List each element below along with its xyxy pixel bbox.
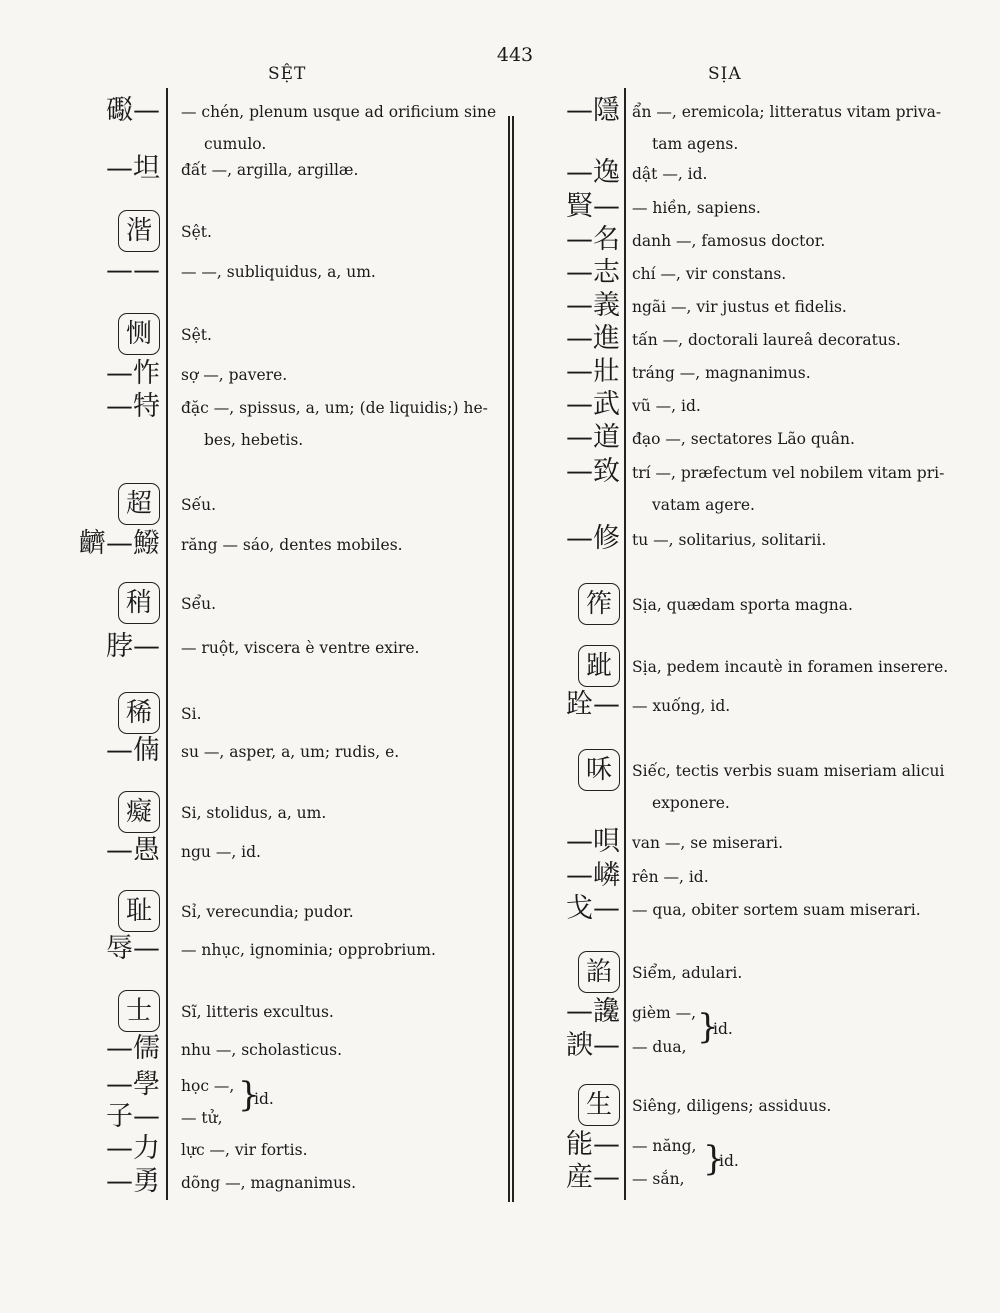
right-entry-headword <box>578 583 620 625</box>
right-entry-definition: Sịa, pedem incautè in foramen inserere. <box>632 658 949 676</box>
right-entry-definition: ẩn —, eremicola; litteratus vitam priva- <box>632 103 942 121</box>
right-entry-definition-continuation: exponere. <box>652 794 730 812</box>
left-entry-definition: Sỉ, verecundia; pudor. <box>181 903 354 921</box>
left-entry-headword: —愚 <box>106 835 160 866</box>
left-entry-boxed-character: 士 <box>118 990 160 1032</box>
left-entry-headword: —怍 <box>106 358 160 389</box>
left-entry-headword <box>118 582 160 624</box>
left-entry-headword <box>118 791 160 833</box>
left-entry-definition: đặc —, spissus, a, um; (de liquidis;) he- <box>181 399 488 417</box>
right-entry-headword: —志 <box>566 257 620 288</box>
left-entry-definition: Sệt. <box>181 223 212 241</box>
left-entry-headword <box>118 692 160 734</box>
right-entry-definition: Sịa, quædam sporta magna. <box>632 596 853 614</box>
right-entry-definition: — năng, <box>632 1137 697 1155</box>
left-entry-headword <box>118 210 160 252</box>
page-number: 443 <box>496 44 534 66</box>
center-rule-a <box>508 116 510 1202</box>
left-entry-definition: — tử, <box>181 1109 223 1127</box>
right-entry-definition: vũ —, id. <box>632 397 701 415</box>
right-entry-headword: —義 <box>566 290 620 321</box>
right-entry-headword: 戈— <box>566 893 620 924</box>
left-entry-definition: Si, stolidus, a, um. <box>181 804 327 822</box>
right-entry-definition-continuation: tam agens. <box>652 135 739 153</box>
left-entry-headword: —學 <box>106 1069 160 1100</box>
right-entry-definition: Siếc, tectis verbis suam miseriam alicui <box>632 762 945 780</box>
left-entry-headword <box>118 313 160 355</box>
left-entry-headword: —力 <box>106 1133 160 1164</box>
left-entry-definition: Si. <box>181 705 202 723</box>
left-entry-boxed-character: 恻 <box>118 313 160 355</box>
right-brace-2-id: id. <box>719 1152 739 1170</box>
left-entry-headword: —勇 <box>106 1166 160 1197</box>
left-entry-headword <box>118 890 160 932</box>
left-entry-definition: lực —, vir fortis. <box>181 1141 308 1159</box>
right-brace-2: } <box>703 1139 725 1179</box>
right-entry-headword: 賢— <box>566 191 620 222</box>
left-entry-definition: học —, <box>181 1077 235 1095</box>
left-entry-definition: ngu —, id. <box>181 843 261 861</box>
left-entry-definition: nhu —, scholasticus. <box>181 1041 343 1059</box>
left-entry-definition: — ruột, viscera è ventre exire. <box>181 639 420 657</box>
right-entry-definition: đạo —, sectatores Lão quân. <box>632 430 855 448</box>
right-entry-headword: —道 <box>566 422 620 453</box>
left-brace-id: id. <box>254 1090 274 1108</box>
right-entry-boxed-character: 咊 <box>578 749 620 791</box>
right-entry-headword <box>578 951 620 993</box>
right-entry-headword: —讒 <box>566 996 620 1027</box>
right-entry-definition: — xuống, id. <box>632 697 731 715</box>
left-entry-headword: 子— <box>106 1101 160 1132</box>
left-entry-headword: —特 <box>106 391 160 422</box>
left-entry-headword: —㑲 <box>106 735 160 766</box>
left-entry-headword: 脖— <box>106 631 160 662</box>
left-entry-boxed-character: 癡 <box>118 791 160 833</box>
right-entry-definition: chí —, vir constans. <box>632 265 787 283</box>
right-entry-definition: tấn —, doctorali laureâ decoratus. <box>632 331 901 349</box>
left-entry-definition: Sệt. <box>181 326 212 344</box>
right-entry-headword: —進 <box>566 323 620 354</box>
left-entry-boxed-character: 湝 <box>118 210 160 252</box>
right-entry-headword: —隱 <box>566 95 620 126</box>
right-entry-headword: 産— <box>566 1162 620 1193</box>
header-left: SỆT <box>268 64 307 84</box>
right-entry-definition: van —, se miserari. <box>632 834 784 852</box>
right-entry-definition: rên —, id. <box>632 868 709 886</box>
right-column-rule <box>624 88 626 1200</box>
left-entry-definition: Sểu. <box>181 595 217 613</box>
right-brace-1: } <box>697 1007 719 1047</box>
left-entry-headword <box>118 990 160 1032</box>
left-entry-definition-continuation: cumulo. <box>204 135 267 153</box>
left-entry-boxed-character: 稀 <box>118 692 160 734</box>
left-entry-headword: 䶩—鱍 <box>79 528 160 559</box>
right-entry-definition: gièm —, <box>632 1004 697 1022</box>
right-entry-headword: 跧— <box>566 689 620 720</box>
right-entry-definition: — sắn, <box>632 1170 685 1188</box>
left-entry-boxed-character: 耻 <box>118 890 160 932</box>
center-rule-b <box>512 116 514 1202</box>
right-entry-definition: Siểm, adulari. <box>632 964 743 982</box>
right-entry-headword: 諛— <box>566 1030 620 1061</box>
right-entry-headword <box>578 749 620 791</box>
left-entry-definition: dõng —, magnanimus. <box>181 1174 357 1192</box>
right-entry-definition: tu —, solitarius, solitarii. <box>632 531 827 549</box>
left-entry-definition: — chén, plenum usque ad orificium sine <box>181 103 497 121</box>
right-brace-1-id: id. <box>713 1020 733 1038</box>
left-entry-headword <box>118 483 160 525</box>
left-entry-boxed-character: 稍 <box>118 582 160 624</box>
left-brace: } <box>238 1075 260 1115</box>
right-entry-headword: —名 <box>566 224 620 255</box>
left-entry-definition: răng — sáo, dentes mobiles. <box>181 536 403 554</box>
left-entry-headword: —儒 <box>106 1033 160 1064</box>
left-entry-headword: —坦 <box>106 153 160 184</box>
left-entry-definition: sợ —, pavere. <box>181 366 288 384</box>
right-entry-headword: —致 <box>566 456 620 487</box>
right-entry-definition: trí —, præfectum vel nobilem vitam pri- <box>632 464 945 482</box>
left-entry-boxed-character: 超 <box>118 483 160 525</box>
left-entry-definition: đất —, argilla, argillæ. <box>181 161 359 179</box>
right-entry-headword: —修 <box>566 523 620 554</box>
left-column-rule <box>166 88 168 1200</box>
right-entry-headword: —逸 <box>566 157 620 188</box>
left-entry-headword: 辱— <box>106 933 160 964</box>
right-entry-headword <box>578 1084 620 1126</box>
left-entry-definition: su —, asper, a, um; rudis, e. <box>181 743 400 761</box>
right-entry-definition: dật —, id. <box>632 165 708 183</box>
right-entry-definition: — qua, obiter sortem suam miserari. <box>632 901 921 919</box>
right-entry-headword <box>578 645 620 687</box>
left-entry-definition: — —, subliquidus, a, um. <box>181 263 376 281</box>
left-entry-definition: Sếu. <box>181 496 217 514</box>
right-entry-definition: tráng —, magnanimus. <box>632 364 811 382</box>
right-entry-definition: ngãi —, vir justus et fidelis. <box>632 298 847 316</box>
right-entry-headword: —武 <box>566 389 620 420</box>
right-entry-definition: danh —, famosus doctor. <box>632 232 826 250</box>
right-entry-definition: — dua, <box>632 1038 687 1056</box>
right-entry-boxed-character: 諂 <box>578 951 620 993</box>
right-entry-definition-continuation: vatam agere. <box>652 496 755 514</box>
left-entry-headword: —— <box>106 255 160 286</box>
left-entry-definition: Sĩ, litteris excultus. <box>181 1003 334 1021</box>
left-entry-definition-continuation: bes, hebetis. <box>204 431 304 449</box>
left-entry-headword: 礟— <box>106 95 160 126</box>
header-right: SỊA <box>708 64 742 84</box>
right-entry-definition: Siêng, diligens; assiduus. <box>632 1097 832 1115</box>
right-entry-boxed-character: 跐 <box>578 645 620 687</box>
right-entry-headword: —唄 <box>566 826 620 857</box>
right-entry-headword: 能— <box>566 1129 620 1160</box>
right-entry-headword: —嶙 <box>566 860 620 891</box>
right-entry-boxed-character: 筰 <box>578 583 620 625</box>
right-entry-definition: — hiền, sapiens. <box>632 199 761 217</box>
right-entry-boxed-character: 生 <box>578 1084 620 1126</box>
right-entry-headword: —壯 <box>566 356 620 387</box>
left-entry-definition: — nhục, ignominia; opprobrium. <box>181 941 436 959</box>
